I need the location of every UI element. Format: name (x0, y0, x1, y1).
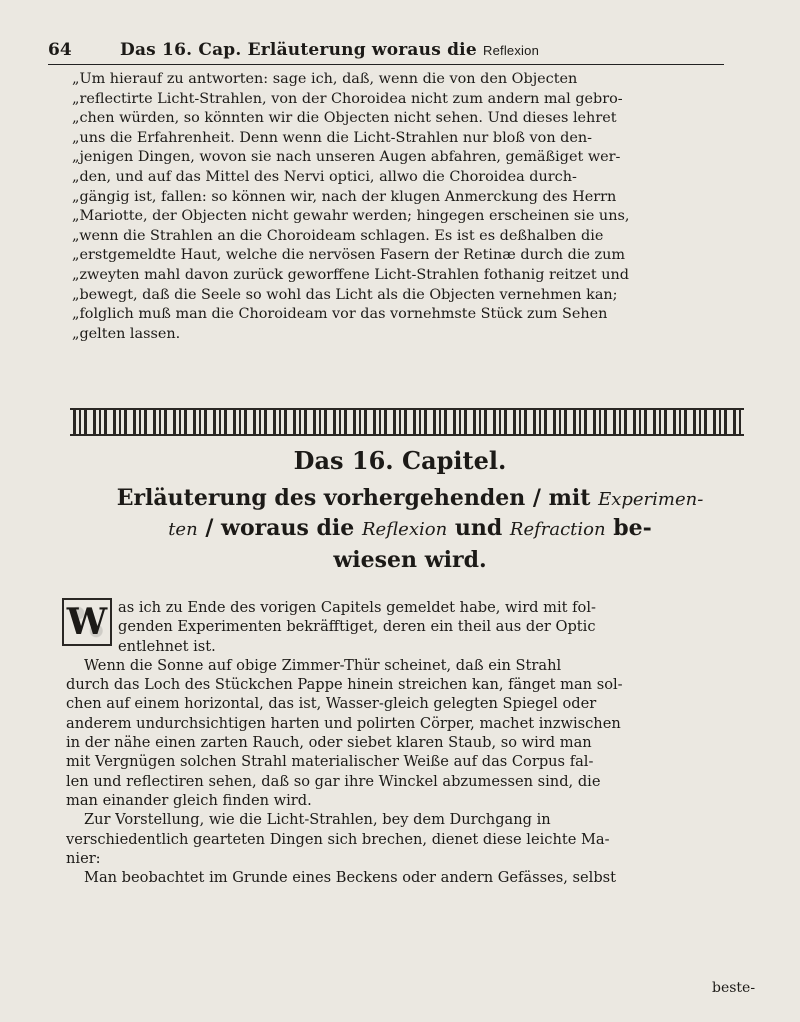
body-line: len und reflectiren sehen, daß so gar ihre Winckel abzumessen sind, die (66, 772, 601, 790)
running-head-text: Das 16. Cap. Erläuterung woraus die (120, 40, 477, 60)
body-line: in der nähe einen zarten Rauch, oder siebet klaren Staub, so wird man (66, 734, 592, 752)
body-line: man einander gleich finden wird. (66, 791, 312, 809)
body-line: anderem undurchsichtigen harten und polirten Cörper, machet inzwischen (66, 714, 621, 732)
ornamental-divider (70, 408, 744, 436)
quote-line: „erstgemeldte Haut, welche die nervösen Fasern der Retinæ durch die zum (72, 247, 626, 264)
subtitle-text: / woraus die (205, 515, 355, 541)
body-line: Wenn die Sonne auf obige Zimmer-Thür scheinet, daß ein Strahl (84, 656, 562, 674)
quote-line: „chen würden, so könnten wir die Objecten nicht sehen. Und dieses lehret (72, 110, 617, 127)
body-line: entlehnet ist. (118, 637, 216, 655)
quote-line: „zweyten mahl davon zurück geworffene Licht-Strahlen fothanig reitzet und (72, 266, 630, 283)
quote-line: „Mariotte, der Objecten nicht gewahr werden; hingegen erscheinen sie uns, (72, 208, 630, 225)
quote-line: „gängig ist, fallen: so können wir, nach der klugen Anmerckung des Herrn (72, 188, 617, 205)
body-line: chen auf einem horizontal, das ist, Wasser-gleich gelegten Spiegel oder (66, 695, 597, 713)
body-line: as ich zu Ende des vorigen Capitels gemeldet habe, wird mit fol- (118, 599, 596, 616)
quote-line: „bewegt, daß die Seele so wohl das Licht als die Objecten vernehmen kan; (72, 286, 618, 303)
chapter-subtitle-line-1 (70, 484, 750, 514)
subtitle-text: und (454, 515, 503, 541)
catchword: beste- (712, 980, 756, 996)
subtitle-text: Erläuterung des vorhergehenden / mit (116, 485, 591, 511)
subtitle-latin: Refraction (509, 519, 606, 540)
running-head (120, 40, 539, 60)
body-line: nier: (66, 849, 101, 867)
body-line: Zur Vorstellung, wie die Licht-Strahlen, bey dem Durchgang in (84, 811, 551, 829)
quote-line: „wenn die Strahlen an die Choroideam schlagen. Es ist es deßhalben die (72, 227, 604, 244)
page-number: 64 (48, 40, 72, 60)
body-line: durch das Loch des Stückchen Pappe hinein streichen kan, fänget man sol- (66, 676, 623, 694)
page-header (48, 40, 724, 65)
quote-line: „den, und auf das Mittel des Nervi optici, allwo die Choroidea durch- (72, 168, 577, 185)
quote-line: „folglich muß man die Choroideam vor das vornehmste Stück zum Sehen (72, 306, 608, 323)
chapter-subtitle-line-3: wiesen wird. (333, 547, 487, 573)
quote-line: „uns die Erfahrenheit. Denn wenn die Licht-Strahlen nur bloß von den- (72, 129, 593, 146)
body-line: Man beobachtet im Grunde eines Beckens oder andern Gefässes, selbst (84, 869, 617, 887)
chapter-subtitle-line-2 (70, 514, 750, 544)
subtitle-latin: Experimen- (598, 489, 704, 510)
body-text (66, 598, 756, 887)
body-line: verschiedentlich gearteten Dingen sich brechen, dienet diese leichte Ma- (66, 830, 610, 848)
subtitle-latin: Reflexion (361, 519, 448, 540)
quote-line: „reflectirte Licht-Strahlen, von der Choroidea nicht zum andern mal gebro- (72, 90, 623, 107)
quoted-passage (72, 70, 732, 344)
quote-line: „jenigen Dingen, wovon sie nach unseren Augen abfahren, gemäßiget wer- (72, 149, 621, 166)
quote-line: „gelten lassen. (72, 325, 181, 342)
subtitle-latin: ten (168, 519, 198, 540)
body-line: genden Experimenten bekräfftiget, deren ein theil aus der Optic (118, 618, 596, 636)
subtitle-text: be- (613, 515, 652, 541)
chapter-title: Das 16. Capitel. (293, 446, 507, 475)
running-head-latin: Reflexion (483, 43, 539, 58)
body-line: mit Vergnügen solchen Strahl materialischer Weiße auf das Corpus fal- (66, 753, 594, 771)
drop-cap: W (62, 598, 112, 646)
quote-line: „Um hierauf zu antworten: sage ich, daß, wenn die von den Objecten (72, 71, 578, 87)
